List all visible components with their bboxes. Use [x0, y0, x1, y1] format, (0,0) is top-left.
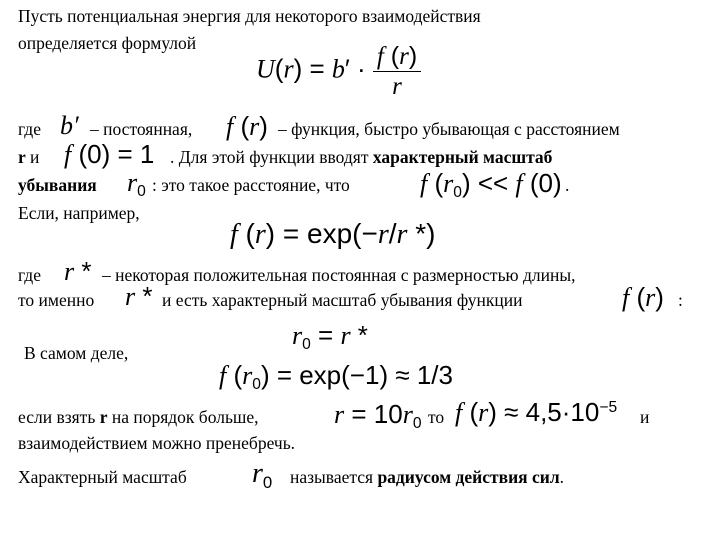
- text-and-2: и: [640, 407, 650, 427]
- text-indeed: В самом деле,: [24, 343, 129, 363]
- text-example: Если, например,: [18, 203, 140, 223]
- math-inequality: f $(r_0) << f$ (0): [420, 168, 562, 202]
- text-line-2: определяется формулой: [18, 33, 197, 53]
- text-positive-constant: – некоторая положительная постоянная с размерностью длины,: [102, 265, 576, 285]
- formula-potential: U(r) = b′ · $\frac{f (r)}{r}$: [256, 44, 421, 99]
- math-r-star-2: r *: [125, 281, 153, 311]
- text-char-scale: Характерный масштаб: [18, 467, 187, 487]
- fraction-denominator: r: [392, 73, 402, 100]
- text-sentence-a: . Для этой функции вводят характерный масштаб: [170, 147, 553, 167]
- math-f0-eq-1: f (0) = 1: [64, 139, 155, 169]
- text-where-1: где: [18, 119, 41, 139]
- text-then: то: [428, 407, 445, 427]
- text-dot: .: [565, 175, 570, 195]
- text-decay-bold: убывания: [18, 175, 97, 195]
- text-radius-sentence: называется радиусом действия сил.: [290, 467, 565, 487]
- text-exactly: то именно: [18, 290, 95, 310]
- text-function-desc: – функция, быстро убывающая с расстоянием: [278, 119, 620, 139]
- text-line-1: Пусть потенциальная энергия для некоторого взаимодействия: [18, 6, 481, 26]
- formula-exp-definition: f (r) = exp(−r/r *): [230, 218, 436, 250]
- text-constant: – постоянная,: [90, 119, 193, 139]
- math-f-r: f (r): [226, 111, 268, 141]
- math-r0-last: $r_0$: [252, 458, 273, 492]
- text-r-bold: r: [18, 147, 26, 167]
- text-colon: :: [678, 290, 683, 310]
- math-r-10r0: $r = 10r_0$: [334, 399, 422, 433]
- text-is-scale: и есть характерный масштаб убывания функции: [162, 290, 523, 310]
- formula-r0-eq-rstar: $r_0 = r$ *: [292, 320, 368, 354]
- fraction-numerator: f (r): [373, 44, 421, 72]
- math-r0: $r_0$: [127, 168, 146, 201]
- text-and: и: [30, 147, 40, 167]
- math-f-r-small: f $(r) \approx 4,5\cdot 10^{-5}$: [455, 397, 618, 427]
- math-r-star: r *: [64, 256, 92, 286]
- text-such-that: : это такое расстояние, что: [152, 175, 350, 195]
- math-f-r-2: f (r): [622, 282, 664, 312]
- text-neglect: взаимодействием можно пренебречь.: [18, 433, 296, 453]
- formula-f-r0-value: f $(r_0) = \exp(-1) \approx 1/3$: [219, 360, 453, 394]
- math-b-prime: b′: [60, 111, 79, 140]
- text-where-2: где: [18, 265, 41, 285]
- text-if-take: если взять r на порядок больше,: [18, 407, 259, 427]
